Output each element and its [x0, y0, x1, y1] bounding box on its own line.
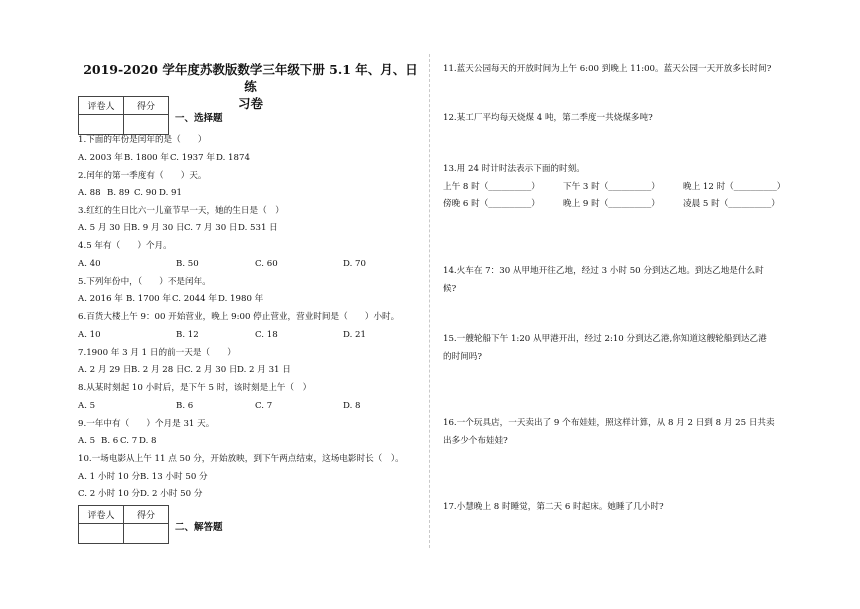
option-8c: C. 7 — [255, 401, 273, 411]
option-4a: A. 40 — [78, 259, 101, 269]
q13-item-2: 下午 3 时（__________） — [563, 182, 660, 192]
option-9b: B. 6 — [101, 436, 119, 446]
option-7a: A. 2 月 29 日 — [78, 365, 132, 375]
score-table-1 — [78, 96, 169, 135]
q13-item-5: 晚上 9 时（__________） — [563, 199, 660, 209]
score-table-2 — [78, 505, 169, 544]
option-2c: C. 90 — [134, 188, 157, 198]
question-10: 10.一场电影从上午 11 点 50 分，开始放映，到下午两点结束，这场电影时长（ ）。 — [78, 454, 404, 464]
option-1c: C. 1937 年 — [170, 153, 215, 163]
option-8b: B. 6 — [176, 401, 194, 411]
option-5d: D. 1980 年 — [218, 294, 264, 304]
question-5: 5.下列年份中，（ ）不是闰年。 — [78, 277, 211, 287]
score-table-score-cell — [124, 524, 169, 544]
question-17: 17.小慧晚上 8 时睡觉，第二天 6 时起床。她睡了几小时? — [443, 502, 664, 512]
option-1b: B. 1800 年 — [124, 153, 169, 163]
question-16-line2: 出多少个布娃娃? — [443, 436, 508, 446]
option-4b: B. 50 — [176, 259, 199, 269]
question-15-line1: 15.一艘轮船下午 1:20 从甲港开出，经过 2:10 分到达乙港,你知道这艘轮船到达乙港 — [443, 334, 767, 344]
question-12: 12.某工厂平均每天烧煤 4 吨，第二季度一共烧煤多吨? — [443, 113, 653, 123]
option-9a: A. 5 — [78, 436, 96, 446]
option-7d: D. 2 月 31 日 — [237, 365, 291, 375]
option-5c: C. 2044 年 — [172, 294, 217, 304]
option-8a: A. 5 — [78, 401, 96, 411]
option-10a: A. 1 小时 10 分 — [78, 472, 141, 482]
option-10c: C. 2 小时 10 分 — [78, 489, 141, 499]
question-7: 7.1900 年 3 月 1 日的前一天是（ ） — [78, 348, 236, 358]
option-5b: B. 1700 年 — [126, 294, 171, 304]
q13-item-4: 傍晚 6 时（__________） — [443, 199, 540, 209]
score-table-grader-header: 评卷人 — [79, 506, 124, 524]
option-2d: D. 91 — [159, 188, 182, 198]
option-6a: A. 10 — [78, 330, 101, 340]
question-16-line1: 16.一个玩具店，一天卖出了 9 个布娃娃，照这样计算，从 8 月 2 日到 8 月 25 日共卖 — [443, 418, 775, 428]
option-1a: A. 2003 年 — [78, 153, 123, 163]
question-15-line2: 的时间吗? — [443, 352, 482, 362]
question-14-line1: 14.火车在 7：30 从甲地开往乙地，经过 3 小时 50 分到达乙地。到达乙地是什么时 — [443, 266, 764, 276]
question-4: 4.5 年有（ ）个月。 — [78, 241, 172, 251]
score-table-score-header: 得分 — [124, 97, 169, 115]
exam-title-line1: 2019-2020 学年度苏教版数学三年级下册 5.1 年、月、日练 — [83, 62, 418, 94]
question-1: 1.下面的年份是闰年的是（ ） — [78, 135, 207, 145]
question-3: 3.红红的生日比六一儿童节早一天，她的生日是（ ） — [78, 206, 284, 216]
score-table-score-cell — [124, 115, 169, 135]
score-table-score-header: 得分 — [124, 506, 169, 524]
option-10d: D. 2 小时 50 分 — [140, 489, 203, 499]
column-divider — [429, 54, 430, 548]
option-3c: C. 7 月 30 日 — [184, 223, 238, 233]
question-6: 6.百货大楼上午 9：00 开始营业，晚上 9:00 停止营业，营业时间是（ ）小时。 — [78, 312, 400, 322]
option-4d: D. 70 — [343, 259, 366, 269]
question-13: 13.用 24 时计时法表示下面的时刻。 — [443, 164, 585, 174]
option-6d: D. 21 — [343, 330, 366, 340]
option-4c: C. 60 — [255, 259, 278, 269]
section-answer-heading: 二、解答题 — [175, 522, 223, 533]
section-choice-heading: 一、选择题 — [175, 113, 223, 124]
option-2b: B. 89 — [107, 188, 130, 198]
q13-item-1: 上午 8 时（__________） — [443, 182, 540, 192]
option-7b: B. 2 月 28 日 — [131, 365, 185, 375]
question-11: 11.蓝天公园每天的开放时间为上午 6:00 到晚上 11:00。蓝天公园一天开放多长时间? — [443, 64, 772, 74]
option-6b: B. 12 — [176, 330, 199, 340]
q13-item-3: 晚上 12 时（__________） — [683, 182, 786, 192]
question-9: 9.一年中有（ ）个月是 31 天。 — [78, 419, 215, 429]
option-9d: D. 8 — [139, 436, 157, 446]
score-table-grader-cell — [79, 524, 124, 544]
option-5a: A. 2016 年 — [78, 294, 123, 304]
option-10b: B. 13 小时 50 分 — [140, 472, 208, 482]
option-7c: C. 2 月 30 日 — [184, 365, 238, 375]
option-3a: A. 5 月 30 日 — [78, 223, 132, 233]
option-2a: A. 88 — [78, 188, 101, 198]
score-table-grader-header: 评卷人 — [79, 97, 124, 115]
q13-item-6: 凌晨 5 时（__________） — [683, 199, 780, 209]
question-2: 2.闰年的第一季度有（ ）天。 — [78, 171, 207, 181]
exam-title-line2: 习卷 — [237, 96, 263, 111]
question-14-line2: 候? — [443, 284, 457, 294]
option-6c: C. 18 — [255, 330, 278, 340]
score-table-grader-cell — [79, 115, 124, 135]
option-9c: C. 7 — [120, 436, 138, 446]
option-1d: D. 1874 — [216, 153, 250, 163]
option-8d: D. 8 — [343, 401, 361, 411]
option-3d: D. 531 日 — [238, 223, 278, 233]
option-3b: B. 9 月 30 日 — [131, 223, 185, 233]
question-8: 8.从某时刻起 10 小时后，是下午 5 时，该时刻是上午（ ） — [78, 383, 312, 393]
